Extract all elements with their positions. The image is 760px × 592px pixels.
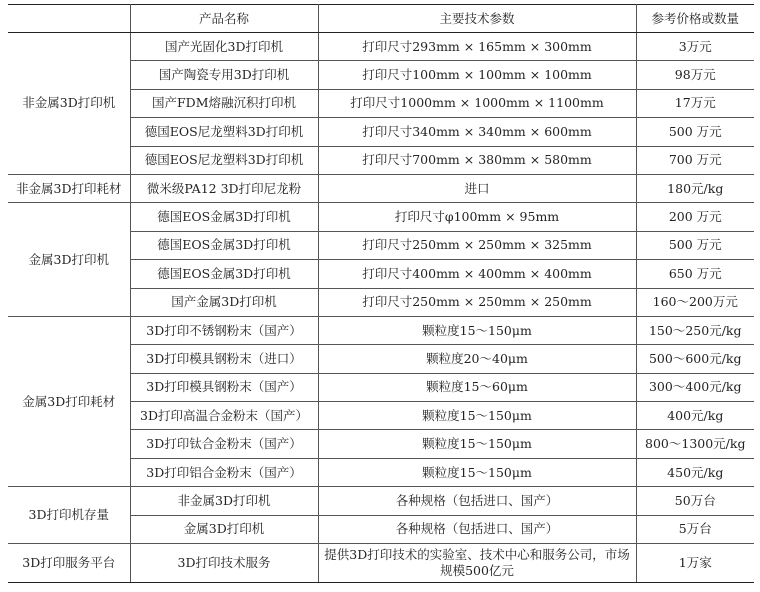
product-name-cell: 3D打印模具钢粉末（国产） xyxy=(130,373,318,401)
price-cell: 1万家 xyxy=(636,544,754,583)
table-row xyxy=(8,33,754,61)
product-name-cell: 微米级PA12 3D打印尼龙粉 xyxy=(130,174,318,202)
category-cell: 金属3D打印机 xyxy=(8,203,130,317)
spec-cell: 打印尺寸340mm × 340mm × 600mm xyxy=(318,118,636,146)
category-cell: 非金属3D打印机 xyxy=(8,33,130,175)
price-cell: 400元/kg xyxy=(636,402,754,430)
price-cell: 300～400元/kg xyxy=(636,373,754,401)
spec-cell: 颗粒度15～150μm xyxy=(318,458,636,486)
category-cell: 3D打印机存量 xyxy=(8,487,130,544)
price-cell: 150～250元/kg xyxy=(636,316,754,344)
product-name-cell: 德国EOS金属3D打印机 xyxy=(130,260,318,288)
spec-cell: 提供3D打印技术的实验室、技术中心和服务公司，市场规模500亿元 xyxy=(318,544,636,583)
price-cell: 500～600元/kg xyxy=(636,345,754,373)
product-name-cell: 国产金属3D打印机 xyxy=(130,288,318,316)
price-cell: 180元/kg xyxy=(636,174,754,202)
price-cell: 800～1300元/kg xyxy=(636,430,754,458)
spec-cell: 颗粒度15～150μm xyxy=(318,316,636,344)
price-cell: 650 万元 xyxy=(636,260,754,288)
price-cell: 500 万元 xyxy=(636,118,754,146)
spec-cell: 颗粒度20～40μm xyxy=(318,345,636,373)
product-name-cell: 3D打印技术服务 xyxy=(130,544,318,583)
spec-cell: 打印尺寸250mm × 250mm × 325mm xyxy=(318,231,636,259)
price-table xyxy=(8,4,754,583)
product-name-cell: 德国EOS金属3D打印机 xyxy=(130,231,318,259)
product-name-cell: 德国EOS尼龙塑料3D打印机 xyxy=(130,118,318,146)
price-cell: 500 万元 xyxy=(636,231,754,259)
table-row xyxy=(8,487,754,515)
product-name-cell: 德国EOS尼龙塑料3D打印机 xyxy=(130,146,318,174)
table-header-row xyxy=(8,5,754,33)
price-cell: 700 万元 xyxy=(636,146,754,174)
header-product-name: 产品名称 xyxy=(130,5,318,33)
price-cell: 200 万元 xyxy=(636,203,754,231)
product-name-cell: 3D打印高温合金粉末（国产） xyxy=(130,402,318,430)
price-cell: 98万元 xyxy=(636,61,754,89)
header-spec: 主要技术参数 xyxy=(318,5,636,33)
table-row xyxy=(8,316,754,344)
category-cell: 3D打印服务平台 xyxy=(8,544,130,583)
price-cell: 5万台 xyxy=(636,515,754,543)
spec-cell: 打印尺寸100mm × 100mm × 100mm xyxy=(318,61,636,89)
product-name-cell: 金属3D打印机 xyxy=(130,515,318,543)
spec-cell: 打印尺寸293mm × 165mm × 300mm xyxy=(318,33,636,61)
category-cell: 非金属3D打印耗材 xyxy=(8,174,130,202)
price-cell: 50万台 xyxy=(636,487,754,515)
table-row xyxy=(8,203,754,231)
product-name-cell: 国产陶瓷专用3D打印机 xyxy=(130,61,318,89)
spec-cell: 各种规格（包括进口、国产） xyxy=(318,515,636,543)
product-name-cell: 德国EOS金属3D打印机 xyxy=(130,203,318,231)
spec-cell: 颗粒度15～150μm xyxy=(318,430,636,458)
product-name-cell: 非金属3D打印机 xyxy=(130,487,318,515)
table-row xyxy=(8,544,754,583)
header-category xyxy=(8,5,130,33)
table-body xyxy=(8,33,754,583)
product-name-cell: 国产光固化3D打印机 xyxy=(130,33,318,61)
product-name-cell: 3D打印钛合金粉末（国产） xyxy=(130,430,318,458)
product-name-cell: 国产FDM熔融沉积打印机 xyxy=(130,89,318,117)
spec-cell: 各种规格（包括进口、国产） xyxy=(318,487,636,515)
spec-cell: 打印尺寸700mm × 380mm × 580mm xyxy=(318,146,636,174)
product-name-cell: 3D打印模具钢粉末（进口） xyxy=(130,345,318,373)
spec-cell: 颗粒度15～150μm xyxy=(318,402,636,430)
price-cell: 3万元 xyxy=(636,33,754,61)
spec-cell: 打印尺寸φ100mm × 95mm xyxy=(318,203,636,231)
spec-cell: 进口 xyxy=(318,174,636,202)
category-cell: 金属3D打印耗材 xyxy=(8,316,130,486)
price-cell: 450元/kg xyxy=(636,458,754,486)
spec-cell: 打印尺寸400mm × 400mm × 400mm xyxy=(318,260,636,288)
product-name-cell: 3D打印不锈钢粉末（国产） xyxy=(130,316,318,344)
spec-cell: 打印尺寸250mm × 250mm × 250mm xyxy=(318,288,636,316)
spec-cell: 颗粒度15～60μm xyxy=(318,373,636,401)
spec-cell: 打印尺寸1000mm × 1000mm × 1100mm xyxy=(318,89,636,117)
price-cell: 160～200万元 xyxy=(636,288,754,316)
header-price: 参考价格或数量 xyxy=(636,5,754,33)
product-name-cell: 3D打印铝合金粉末（国产） xyxy=(130,458,318,486)
table-row xyxy=(8,174,754,202)
price-cell: 17万元 xyxy=(636,89,754,117)
